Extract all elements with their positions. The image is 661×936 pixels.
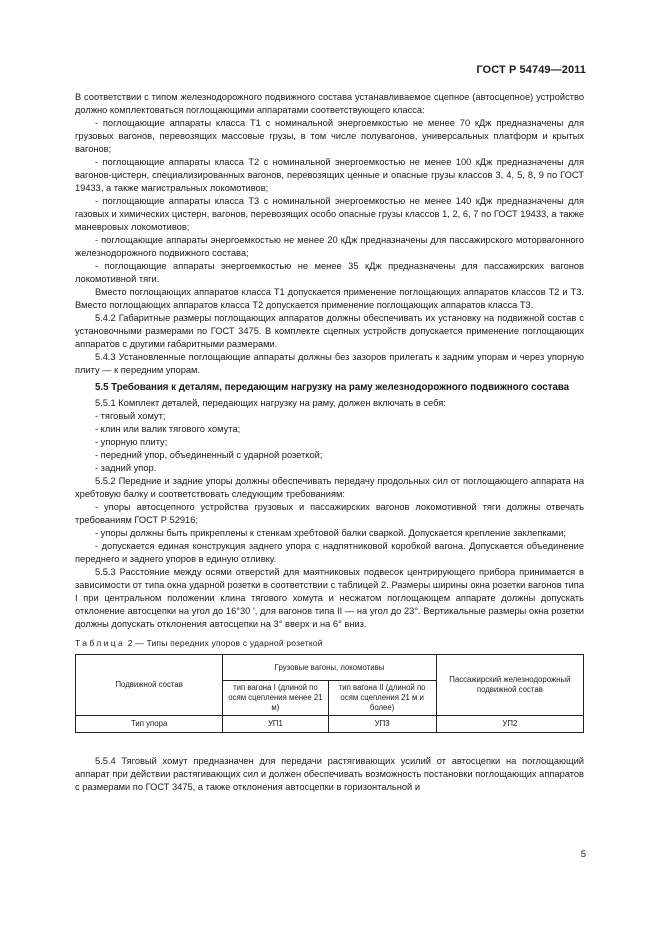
paragraph-5-4-2: 5.4.2 Габаритные размеры поглощающих аппаратов должны обеспечивать их установку на подвижной состав с установочными размерами по ГОСТ 3475. В комплекте сцепных устройств допускается применение поглощающих аппаратов с другими габаритными размерами. [75,313,584,349]
class-item: - поглощающие аппараты энергоемкостью не менее 35 кДж предназначены для пассажирских вагонов локомотивной тяги. [75,261,584,284]
paragraph-5-5-4: 5.5.4 Тяговый хомут предназначен для передачи растягивающих усилий от автосцепки на поглощающий аппарат при действии растягивающих сил и должен обеспечивать возможность постановки поглощающих аппаратов с размерами по ГОСТ 3475, а также отклонения автосцепки в горизонтальной и [75,756,584,792]
section-heading-5-5: 5.5 Требования к деталям, передающим нагрузку на раму железнодорожного подвижного состава [95,382,570,393]
intro-paragraph: В соответствии с типом железнодорожного подвижного состава устанавливаемое сцепное (автосцепное) устройство должно комплектоваться поглощающими аппаратами соответствующего класса: [75,92,584,115]
header-rolling-stock: Подвижной состав [76,655,223,716]
class-item: - поглощающие аппараты энергоемкостью не менее 20 кДж предназначены для пассажирского моторвагонного железнодорожного подвижного состава; [75,235,584,258]
class-item: - поглощающие аппараты класса Т3 с номинальной энергоемкостью не менее 140 кДж предназначены для газовых и химических цистерн, вагонов, перевозящих особо опасные грузы классов 1, 2, 6, 7 по ГОСТ 19433, а также маневровых локомотивов; [75,196,584,232]
paragraph-5-5-1: 5.5.1 Комплект деталей, передающих нагрузку на раму, должен включать в себя: [95,398,446,408]
stop-item: - допускается единая конструкция заднего упора с надпятниковой коробкой вагона. Допускается объединение переднего и заднего упоров в единую отливку. [75,541,584,564]
kit-item: - задний упор. [95,463,157,473]
kit-item: - тяговый хомут; [95,411,166,421]
kit-item: - упорную плиту; [95,437,168,447]
cell-type-1: УП1 [223,716,328,733]
table-caption-text: 2 — Типы передних упоров с ударной розеткой [125,638,323,648]
paragraph-5-5-2: 5.5.2 Передние и задние упоры должны обеспечивать передачу продольных сил от поглощающего аппарата на хребтовую балку и соответствовать следующим требованиям: [75,476,584,499]
document-body [75,91,584,794]
header-type-2: тип вагона II (длиной по осям сцепления 21 м и более) [328,681,436,716]
stops-table [75,654,584,733]
paragraph-5-5-3: 5.5.3 Расстояние между осями отверстий для маятниковых подвесок центрирующего прибора принимается в зависимости от типа окна ударной розетки в соответствии с таблицей 2. Размеры ширины окна розетки вагонов типа I при центральном положении клина тягового хомута и несжатом поглощающем аппарате должны допускать отклонение автосцепки на угол до 16°30 ', для вагонов типа II — на угол до 23°. Вертикальные размеры окна розетки должны допускать отклонения автосцепки на 3° вверх и на 6° вниз. [75,567,584,629]
page-header: ГОСТ Р 54749—2011 [476,64,586,76]
header-freight: Грузовые вагоны, локомотивы [223,655,436,681]
page-number: 5 [580,849,586,860]
stop-item: - упоры автосцепного устройства грузовых и пассажирских вагонов локомотивной тяги должны отвечать требованиям ГОСТ Р 52916; [75,502,584,525]
paragraph-5-4-3: 5.4.3 Установленные поглощающие аппараты должны без зазоров прилегать к задним упорам и через упорную плиту — к передним упорам. [75,352,584,375]
replacement-paragraph: Вместо поглощающих аппаратов класса Т1 допускается применение поглощающих аппаратов классов Т2 и Т3. Вместо поглощающих аппаратов класса Т2 допускается применение поглощающих аппаратов класса Т3. [75,287,584,310]
kit-item: - клин или валик тягового хомута; [95,424,241,434]
table-caption [75,637,584,650]
class-item: - поглощающие аппараты класса Т2 с номинальной энергоемкостью не менее 100 кДж предназначены для вагонов-цистерн, специализированных вагонов, перевозящих ценные и опасные грузы классов 3, 4, 5, 8, 9 по ГОСТ 19433, а также магистральных локомотивов; [75,157,584,193]
kit-item: - передний упор, объединенный с ударной розеткой; [95,450,323,460]
table-header-row [76,655,584,681]
cell-passenger: УП2 [436,716,583,733]
table-row [76,716,584,733]
header-passenger: Пассажирский железнодорожный подвижной состав [436,655,583,716]
row-label: Тип упора [76,716,223,733]
header-type-1: тип вагона I (длиной по осям сцепления менее 21 м) [223,681,328,716]
stop-item: - упоры должны быть прикреплены к стенкам хребтовой балки сваркой. Допускается крепление заклепками; [95,528,566,538]
cell-type-2: УП3 [328,716,436,733]
class-item: - поглощающие аппараты класса Т1 с номинальной энергоемкостью не менее 70 кДж предназначены для грузовых вагонов, перевозящих массовые грузы, в том числе полувагонов, универсальных платформ и крытых вагонов; [75,118,584,154]
table-caption-word: Таблица [75,638,126,648]
